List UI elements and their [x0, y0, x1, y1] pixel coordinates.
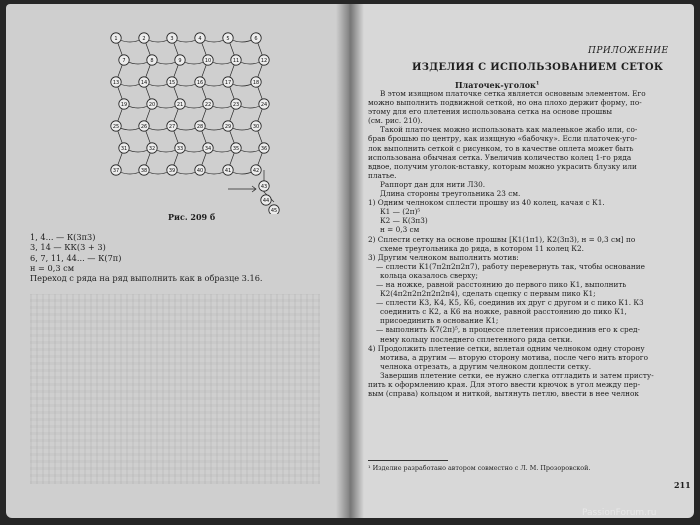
- ring-node: [231, 143, 241, 153]
- ring-node: [231, 99, 241, 109]
- ring-node: [175, 99, 185, 109]
- running-header: ПРИЛОЖЕНИЕ: [588, 46, 669, 56]
- ring-number: 23: [232, 102, 240, 108]
- ring-node: [139, 121, 149, 131]
- ring-number: 35: [232, 146, 240, 152]
- body-line: кольца оказалось сверху;: [380, 270, 479, 280]
- ring-number: 36: [260, 146, 268, 152]
- ring-node: [203, 143, 213, 153]
- body-line: нему кольцу последнего сплетенного ряда сетки.: [380, 334, 573, 344]
- ring-node: [203, 99, 213, 109]
- section-title: ИЗДЕЛИЯ С ИСПОЛЬЗОВАНИЕМ СЕТОК: [412, 62, 664, 73]
- ring-number: 39: [168, 168, 176, 174]
- ring-node: [195, 121, 205, 131]
- note-line: 6, 7, 11, 44... — К(7п): [30, 252, 122, 263]
- body-line: К1 — (2п)⁵: [380, 207, 421, 217]
- ring-number: 1: [114, 36, 118, 42]
- ring-node: [195, 165, 205, 175]
- body-line: челнока отрезать, а другим челноком доплести сетку.: [380, 361, 592, 371]
- ring-number: 43: [260, 184, 268, 190]
- body-line: К2(4п2п2п2п2п2п4), сделать сцепку с первым пико К1;: [380, 289, 596, 299]
- ring-node: [251, 33, 261, 43]
- ring-node: [223, 165, 233, 175]
- tatting-net-diagram: [98, 24, 288, 214]
- ring-number: 26: [140, 124, 148, 130]
- body-line: платье.: [368, 170, 397, 180]
- ring-number: 41: [224, 168, 232, 174]
- body-line: (см. рис. 210).: [368, 116, 423, 126]
- body-line: брав брошью по центру, как изящную «бабочку». Если платочек-уго-: [368, 134, 638, 144]
- watermark: PassionForum.ru: [582, 508, 657, 518]
- left-page-notes: [30, 232, 330, 283]
- ring-node: [259, 181, 269, 191]
- body-line: — сплести К1(7п2п2п2п7), работу перевернуть так, чтобы основание: [376, 261, 645, 271]
- ring-node: [261, 195, 271, 205]
- ring-number: 29: [224, 124, 232, 130]
- body-line: — сплести К3, К4, К5, К6, соединив их друг с другом и с пико К1. К3: [376, 298, 644, 308]
- ring-number: 19: [120, 102, 128, 108]
- ring-node: [119, 143, 129, 153]
- ring-node: [259, 143, 269, 153]
- note-line: н = 0,3 см: [30, 262, 75, 273]
- body-line: схеме треугольника до ряда, в котором 11 колец К2.: [380, 243, 584, 253]
- body-line: 3) Другим челноком выполнить мотив:: [368, 252, 519, 262]
- body-line: можно выполнить подвижной сеткой, но она плохо держит форму, по-: [368, 98, 642, 108]
- ring-number: 12: [260, 58, 268, 64]
- ring-number: 5: [226, 36, 230, 42]
- ring-number: 2: [142, 36, 146, 42]
- ring-number: 38: [140, 168, 148, 174]
- article-subtitle: Платочек-уголок$^1$: [455, 80, 540, 90]
- ring-number: 13: [112, 80, 120, 86]
- ring-number: 31: [120, 146, 128, 152]
- ring-node: [203, 55, 213, 65]
- ring-number: 3: [170, 36, 174, 42]
- ring-node: [251, 77, 261, 87]
- ring-number: 25: [112, 124, 120, 130]
- ring-node: [223, 77, 233, 87]
- direction-arrow: [228, 186, 256, 192]
- body-line: 2) Сплести сетку на основе прошвы [К1(1п1), К2(3п3), н = 0,3 см] по: [368, 234, 636, 244]
- ring-number: 6: [254, 36, 258, 42]
- note-line: Переход с ряда на ряд выполнить как в образце 3.16.: [30, 273, 263, 284]
- body-line: этому для его плетения использована сетка на основе прошвы: [368, 107, 613, 117]
- ring-node: [167, 121, 177, 131]
- ring-number: 9: [178, 58, 182, 64]
- body-line: В этом изящном платочке сетка является основным элементом. Его: [380, 89, 646, 98]
- note-line: 1, 4... — К(3п3): [30, 232, 96, 242]
- body-line: Такой платочек можно использовать как маленькое жабо или, со-: [380, 125, 638, 135]
- ring-node: [139, 77, 149, 87]
- ring-node: [259, 55, 269, 65]
- ring-number: 42: [252, 168, 260, 174]
- ring-node: [167, 165, 177, 175]
- body-line: присоединить в основание К1;: [380, 316, 499, 326]
- ring-node: [223, 121, 233, 131]
- footnote: ¹ Изделие разработано автором совместно с Л. М. Прозоровской.: [368, 464, 591, 472]
- body-line: н = 0,3 см: [380, 225, 420, 235]
- ring-number: 10: [204, 58, 212, 64]
- ring-number: 30: [252, 124, 260, 130]
- ring-number: 34: [204, 146, 212, 152]
- ring-number: 16: [196, 80, 204, 86]
- ring-number: 45: [270, 208, 278, 214]
- ring-number: 4: [198, 36, 202, 42]
- ring-node: [139, 165, 149, 175]
- ring-node: [111, 33, 121, 43]
- ring-node: [139, 33, 149, 43]
- left-page: [6, 4, 350, 518]
- ring-number: 17: [224, 80, 232, 86]
- body-line: К2 — К(3п3): [380, 216, 428, 226]
- article-body: [368, 89, 683, 398]
- ring-number: 15: [168, 80, 176, 86]
- ring-node: [231, 55, 241, 65]
- ring-number: 44: [262, 198, 270, 204]
- ring-number: 37: [112, 168, 120, 174]
- ring-node: [269, 205, 279, 214]
- ring-number: 22: [204, 102, 212, 108]
- ring-number: 33: [176, 146, 184, 152]
- footnote-rule: [368, 460, 448, 461]
- body-line: Длина стороны треугольника 23 см.: [380, 189, 521, 199]
- ring-node: [175, 143, 185, 153]
- body-line: — выполнить К7(2п)⁵, в процессе плетения присоединив его к сред-: [376, 325, 641, 335]
- ring-node: [111, 77, 121, 87]
- page-number: 211: [674, 480, 691, 490]
- ring-number: 14: [140, 80, 148, 86]
- show-through-texture: [30, 294, 320, 484]
- body-line: вдвое, получим уголок-вставку, которым можно украсить блузку или: [368, 161, 637, 171]
- ring-node: [147, 55, 157, 65]
- ring-node: [251, 121, 261, 131]
- ring-number: 8: [150, 58, 154, 64]
- ring-node: [175, 55, 185, 65]
- ring-node: [147, 99, 157, 109]
- ring-node: [111, 121, 121, 131]
- body-line: 1) Одним челноком сплести прошву из 40 колец, качая с К1.: [368, 198, 605, 208]
- ring-node: [259, 99, 269, 109]
- ring-node: [119, 55, 129, 65]
- body-line: Раппорт дан для нити Л30.: [380, 179, 486, 189]
- body-line: мотива, а другим — вторую сторону мотива, после чего нить второго: [380, 352, 648, 362]
- ring-number: 18: [252, 80, 260, 86]
- ring-number: 7: [122, 58, 126, 64]
- ring-number: 32: [148, 146, 156, 152]
- body-line: пить к оформлению края. Для этого ввести крючок в угол между пер-: [368, 380, 641, 389]
- ring-node: [111, 165, 121, 175]
- note-line: 3, 14 — КК(3 + 3): [30, 242, 106, 253]
- ring-node: [167, 77, 177, 87]
- ring-number: 24: [260, 102, 268, 108]
- ring-number: 20: [148, 102, 156, 108]
- body-line: соединить с К2, а К6 на ножке, равной расстоянию до пико К1,: [380, 307, 627, 317]
- ring-number: 27: [168, 124, 176, 130]
- ring-node: [195, 77, 205, 87]
- body-line: лок выполнить сеткой с рисунком, то в качестве оплета может быть: [368, 143, 634, 153]
- figure-caption: Рис. 209 б: [168, 212, 216, 222]
- ring-node: [167, 33, 177, 43]
- ring-node: [147, 143, 157, 153]
- body-line: использована обычная сетка. Увеличив количество колец 1-го ряда: [368, 152, 632, 162]
- body-line: 4) Продолжить плетение сетки, вплетая одним челноком одну сторону: [368, 343, 645, 353]
- ring-number: 28: [196, 124, 204, 130]
- ring-node: [251, 165, 261, 175]
- ring-number: 21: [176, 102, 184, 108]
- ring-node: [195, 33, 205, 43]
- body-line: Завершив плетение сетки, ее нужно слегка отгладить и затем присту-: [380, 370, 654, 380]
- ring-number: 11: [232, 58, 240, 64]
- ring-node: [119, 99, 129, 109]
- body-line: вым (справа) кольцом и ниткой, вытянуть петлю, ввести в нее челнок: [368, 389, 639, 399]
- ring-node: [223, 33, 233, 43]
- body-line: — на ножке, равной расстоянию до первого пико К1, выполнить: [376, 279, 627, 289]
- ring-number: 40: [196, 168, 204, 174]
- book-gutter: [336, 4, 364, 518]
